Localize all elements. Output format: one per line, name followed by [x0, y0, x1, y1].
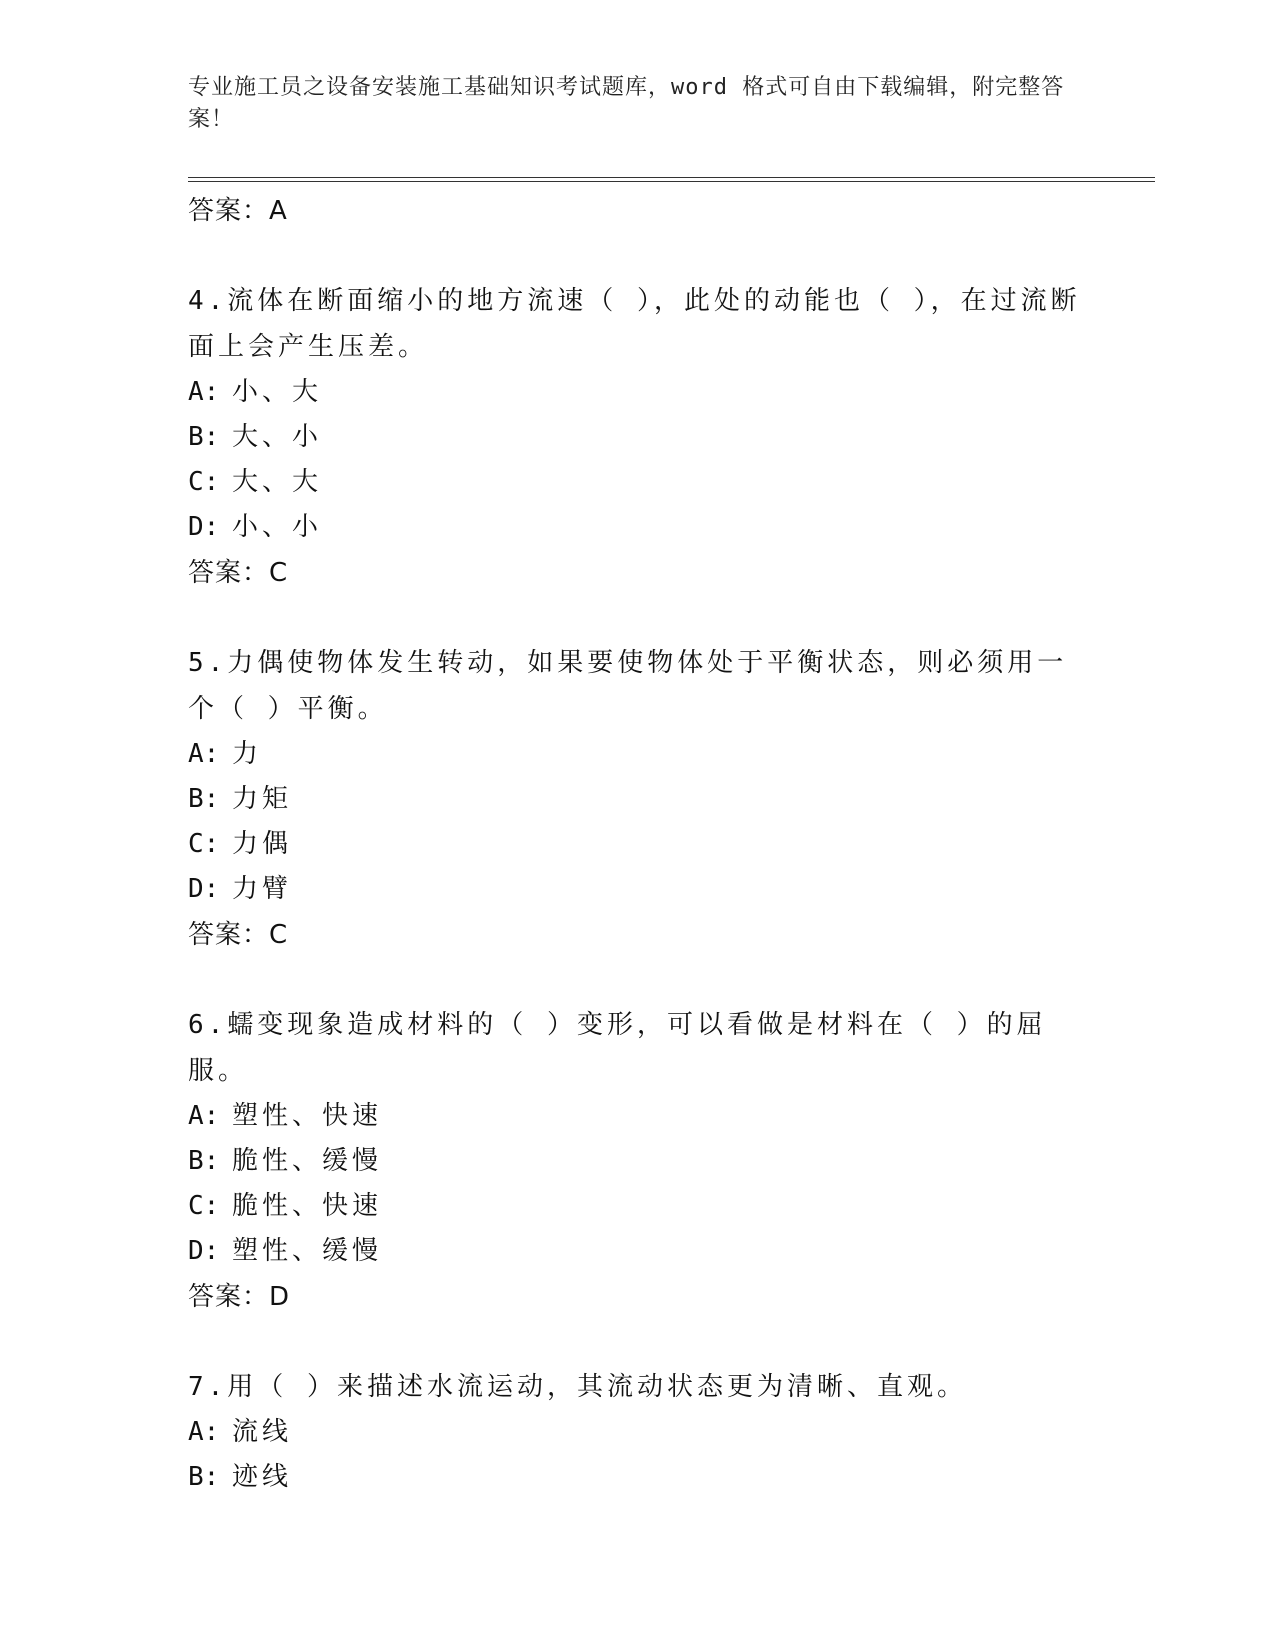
option-text: 力矩 — [232, 784, 293, 814]
option-key: D: — [188, 874, 220, 904]
option-key: A: — [188, 1417, 220, 1447]
header-rule-bottom — [188, 181, 1155, 182]
answer-line: 答案：C — [188, 920, 289, 950]
question-6 — [188, 1002, 1088, 1320]
option-text: 力臂 — [232, 874, 293, 904]
question-text: 4.流体在断面缩小的地方流速（ ），此处的动能也（ ），在过流断面上会产生压差。 — [188, 286, 1081, 362]
option-text: 迹线 — [232, 1462, 293, 1492]
option-text: 塑性、缓慢 — [232, 1236, 383, 1266]
answer-line: 答案：C — [188, 558, 289, 588]
question-text: 7.用（ ）来描述水流运动，其流动状态更为清晰、直观。 — [188, 1372, 967, 1402]
answer-line: 答案：A — [188, 196, 288, 226]
option-text: 塑性、快速 — [232, 1101, 383, 1131]
option-d — [188, 1229, 1088, 1274]
question-5 — [188, 640, 1088, 958]
option-a — [188, 732, 1088, 777]
option-d — [188, 867, 1088, 912]
question-text: 6.蠕变现象造成材料的（ ）变形，可以看做是材料在（ ）的屈服。 — [188, 1010, 1047, 1086]
option-key: A: — [188, 1101, 220, 1131]
option-key: B: — [188, 422, 220, 452]
option-text: 脆性、缓慢 — [232, 1146, 383, 1176]
option-text: 小、大 — [232, 377, 323, 407]
question-4 — [188, 278, 1088, 596]
option-a — [188, 1410, 1088, 1455]
option-key: A: — [188, 739, 220, 769]
option-key: D: — [188, 512, 220, 542]
option-b — [188, 1455, 1088, 1500]
document-header: 专业施工员之设备安装施工基础知识考试题库，word 格式可自由下载编辑，附完整答案！ — [188, 75, 1065, 132]
answer-line: 答案：D — [188, 1282, 291, 1312]
option-key: A: — [188, 377, 220, 407]
question-text: 5.力偶使物体发生转动，如果要使物体处于平衡状态，则必须用一个（ ）平衡。 — [188, 648, 1068, 724]
header-rule-top — [188, 177, 1155, 178]
option-text: 力 — [232, 739, 263, 769]
option-d — [188, 505, 1088, 550]
option-text: 力偶 — [232, 829, 293, 859]
option-key: C: — [188, 1191, 220, 1221]
option-text: 脆性、快速 — [232, 1191, 383, 1221]
option-key: B: — [188, 1462, 220, 1492]
option-b — [188, 777, 1088, 822]
option-c — [188, 460, 1088, 505]
option-text: 小、小 — [232, 512, 323, 542]
option-a — [188, 370, 1088, 415]
option-text: 流线 — [232, 1417, 293, 1447]
question-7 — [188, 1364, 1088, 1500]
question-list — [188, 188, 1088, 1500]
option-text: 大、大 — [232, 467, 323, 497]
option-key: C: — [188, 829, 220, 859]
option-key: C: — [188, 467, 220, 497]
option-b — [188, 415, 1088, 460]
option-text: 大、小 — [232, 422, 323, 452]
option-key: B: — [188, 1146, 220, 1176]
option-c — [188, 1184, 1088, 1229]
option-a — [188, 1094, 1088, 1139]
option-c — [188, 822, 1088, 867]
option-key: B: — [188, 784, 220, 814]
option-key: D: — [188, 1236, 220, 1266]
option-b — [188, 1139, 1088, 1184]
